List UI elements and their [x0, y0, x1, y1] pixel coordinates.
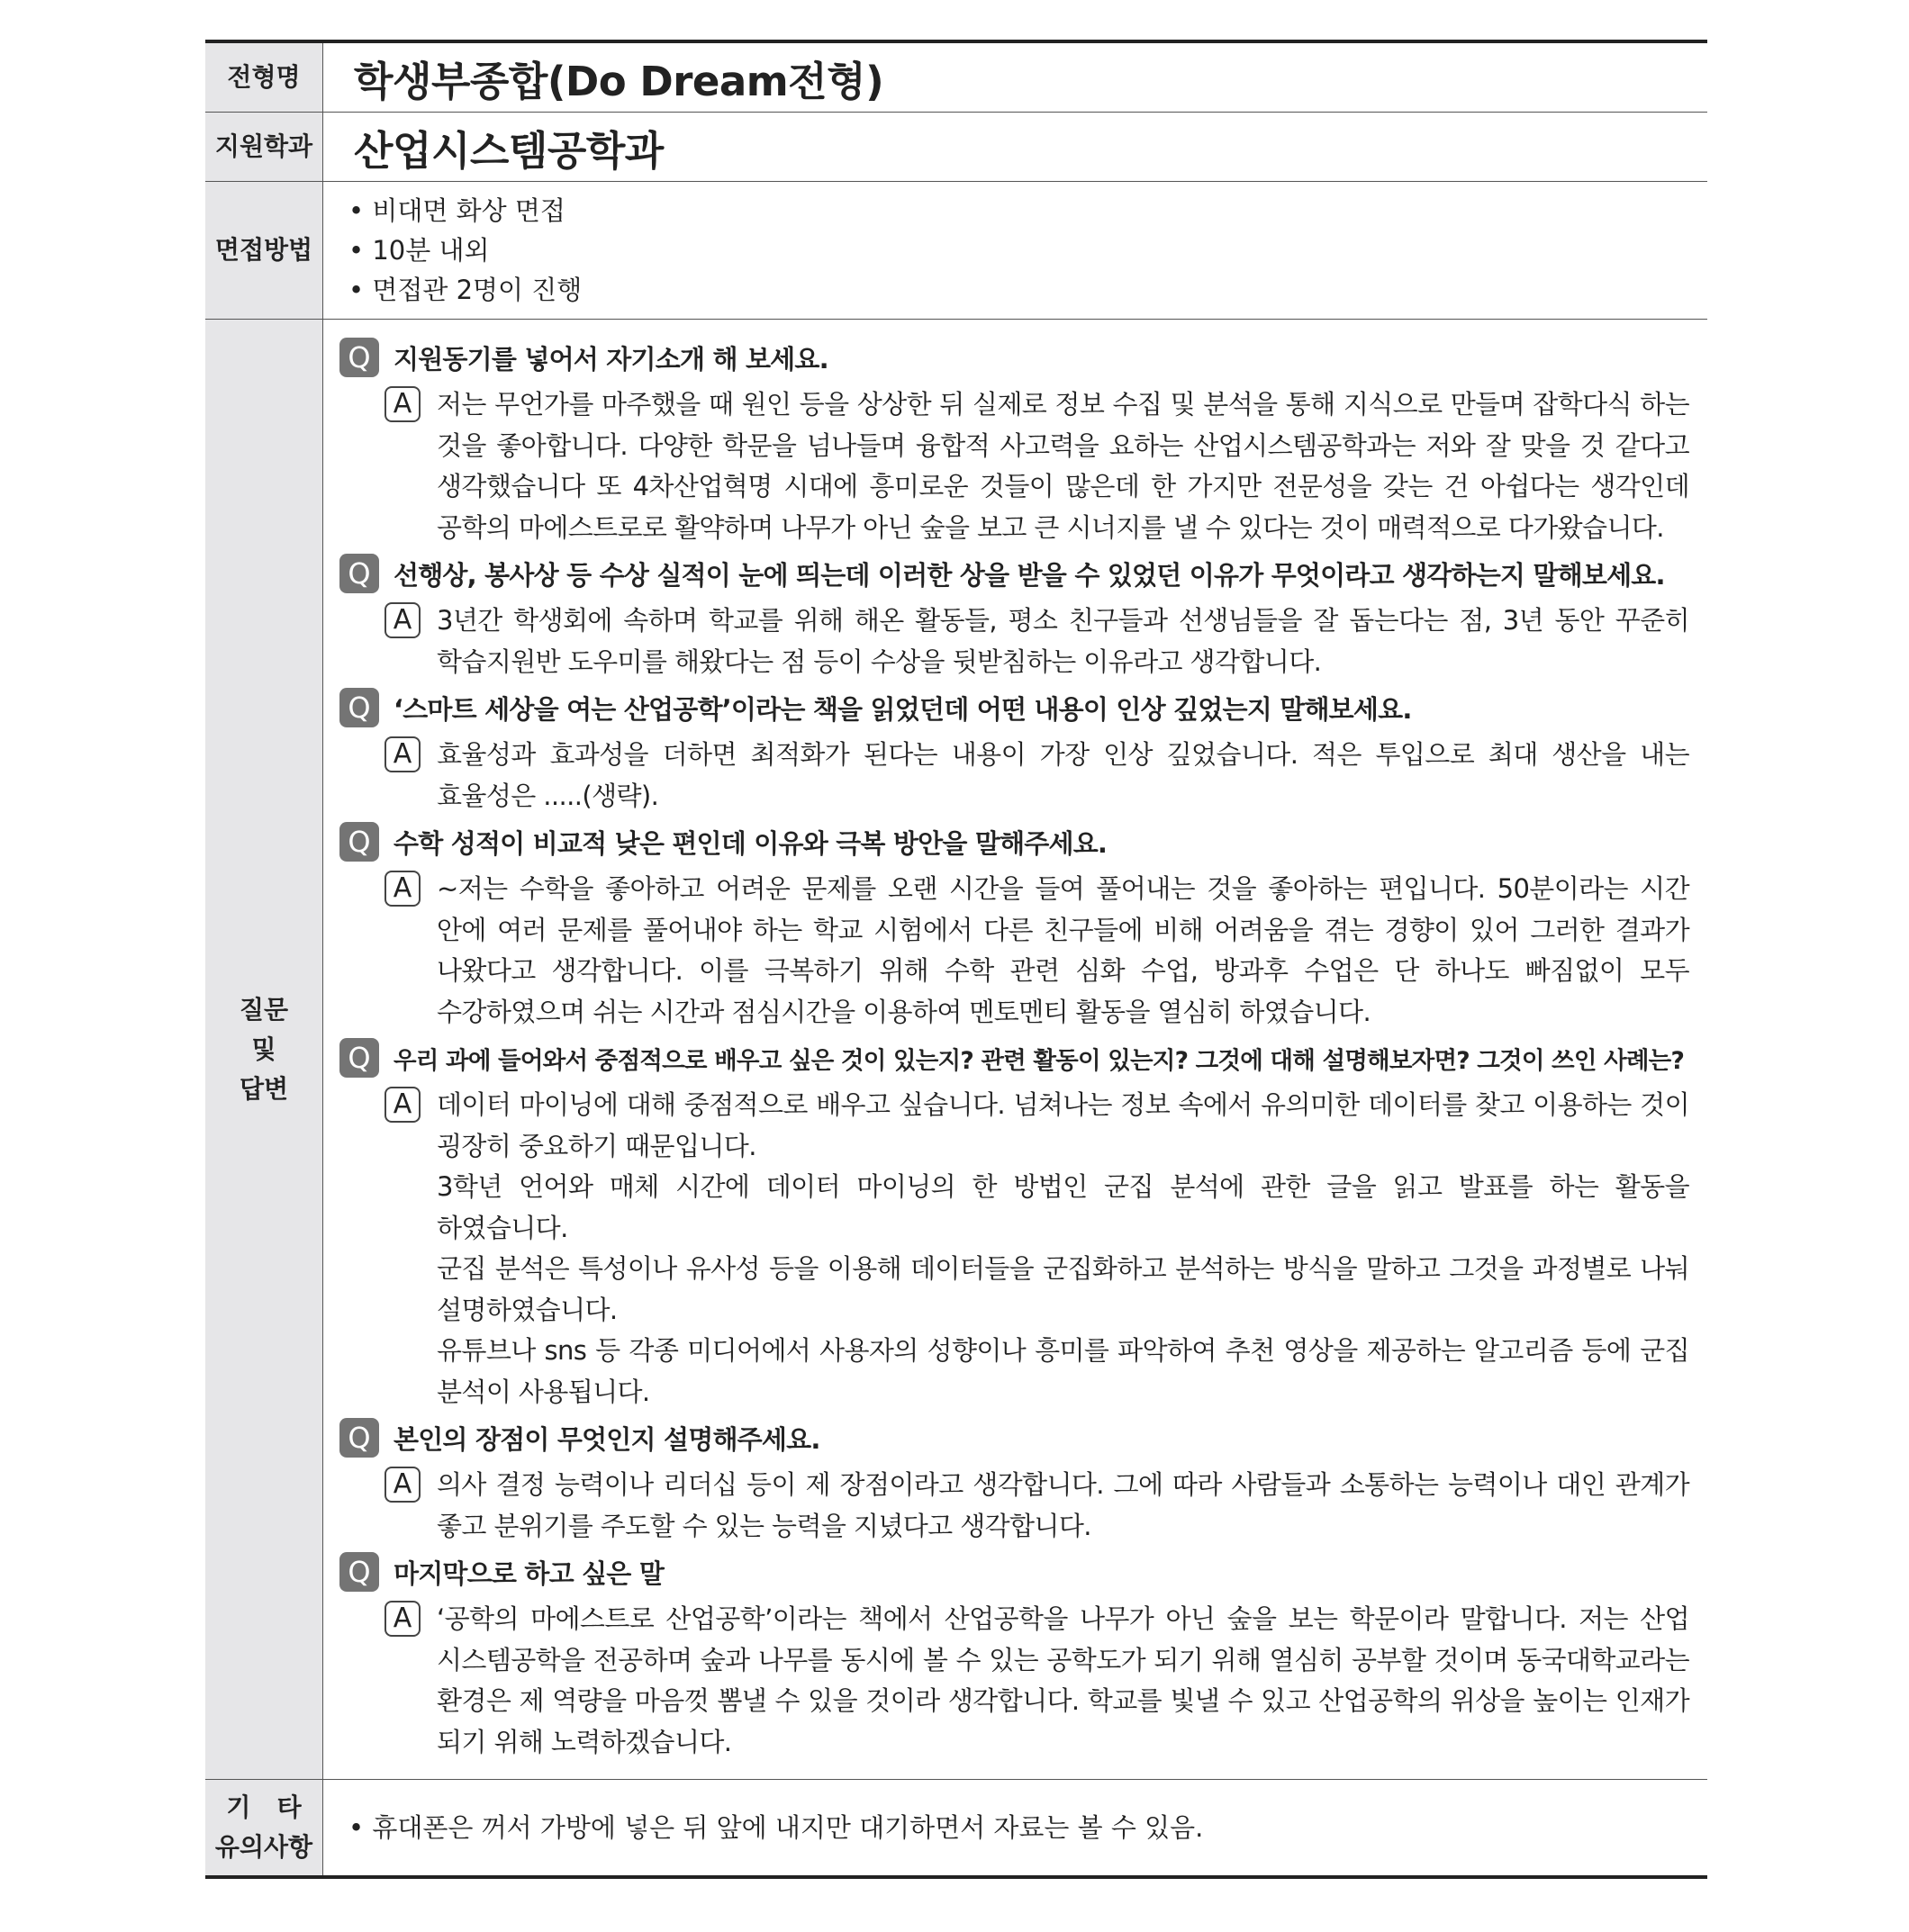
- answer-text: ~저는 수학을 좋아하고 어려운 문제를 오랜 시간을 들여 풀어내는 것을 좋아하는 편입니다. 50분이라는 시간 안에 여러 문제를 풀어내야 하는 학교 시험에서 다른 친구들에 비해 어려움을 겪는 경향이 있어 그러한 결과가 나왔다고 생각합니다. 이를 극복하기 위해 수학 관련 심화 수업, 방과후 수업은 단 하나도 빠짐없이 모두 수강하였으며 쉬는 시간과 점심시간을 이용하여 멘토멘티 활동을 열심히 하였습니다.: [437, 873, 1689, 1027]
- admission-type-row: [205, 41, 1707, 113]
- qa-content: [323, 320, 1708, 1780]
- answer-icon: A: [385, 1601, 421, 1637]
- answer-body: [437, 384, 1689, 548]
- answer-icon: A: [385, 1087, 421, 1123]
- question-row: [339, 1418, 1689, 1458]
- answer-body: [437, 600, 1689, 682]
- question-row: [339, 1038, 1689, 1078]
- question-icon: Q: [339, 1418, 379, 1458]
- notes-label-line: 유의사항: [214, 1832, 313, 1862]
- interview-info-table: [205, 40, 1707, 1879]
- department-label: 지원학과: [205, 113, 323, 182]
- qa-label-line: 및: [251, 1034, 276, 1064]
- notes-label-line: 기 타: [226, 1792, 302, 1822]
- method-item: • 10분 내외: [336, 230, 1707, 270]
- notes-row: [205, 1780, 1707, 1878]
- qa-label: [205, 320, 323, 1780]
- answer-text: 저는 무언가를 마주했을 때 원인 등을 상상한 뒤 실제로 정보 수집 및 분석을 통해 지식으로 만들며 잡학다식 하는 것을 좋아합니다. 다양한 학문을 넘나들며 융합적 사고력을 요하는 산업시스템공학과는 저와 잘 맞을 것 같다고 생각했습니다 또 4차산업혁명 시대에 흥미로운 것들이 많은데 한 가지만 전문성을 갖는 건 아쉽다는 생각인데 공학의 마에스트로로 활약하며 나무가 아닌 숲을 보고 큰 시너지를 낼 수 있다는 것이 매력적으로 다가왔습니다.: [437, 389, 1689, 543]
- method-item: • 면접관 2명이 진행: [336, 270, 1707, 310]
- admission-type-label: 전형명: [205, 41, 323, 113]
- answer-text: 유튜브나 sns 등 각종 미디어에서 사용자의 성향이나 흥미를 파악하여 추천 영상을 제공하는 알고리즘 등에 군집 분석이 사용됩니다.: [437, 1335, 1689, 1407]
- question-text: 본인의 장점이 무엇인지 설명해주세요.: [394, 1423, 820, 1455]
- method-item: • 비대면 화상 면접: [336, 191, 1707, 230]
- question-text: 선행상, 봉사상 등 수상 실적이 눈에 띄는데 이러한 상을 받을 수 있었던 이유가 무엇이라고 생각하는지 말해보세요.: [394, 559, 1665, 591]
- question-row: [339, 688, 1689, 727]
- qa-label-line: 질문: [239, 994, 289, 1025]
- department-value: 산업시스템공학과: [354, 126, 664, 175]
- qa-row: [205, 320, 1707, 1780]
- answer-row: [339, 869, 1689, 1033]
- answer-row: [339, 1085, 1689, 1413]
- question-text: ‘스마트 세상을 여는 산업공학’이라는 책을 읽었던데 어떤 내용이 인상 깊었는지 말해보세요.: [394, 693, 1412, 725]
- notes-content: [323, 1780, 1708, 1878]
- question-text: 우리 과에 들어와서 중점적으로 배우고 싶은 것이 있는지? 관련 활동이 있는지? 그것에 대해 설명해보자면? 그것이 쓰인 사례는?: [394, 1046, 1685, 1075]
- question-text: 수학 성적이 비교적 낮은 편인데 이유와 극복 방안을 말해주세요.: [394, 827, 1108, 859]
- question-icon: Q: [339, 554, 379, 593]
- admission-type-value: 학생부종합(Do Dream전형): [354, 57, 884, 105]
- question-icon: Q: [339, 1552, 379, 1592]
- answer-text: 3학년 언어와 매체 시간에 데이터 마이닝의 한 방법인 군집 분석에 관한 글을 읽고 발표를 하는 활동을 하였습니다.: [437, 1171, 1689, 1243]
- question-icon: Q: [339, 1038, 379, 1078]
- answer-row: [339, 735, 1689, 817]
- answer-text: 군집 분석은 특성이나 유사성 등을 이용해 데이터들을 군집화하고 분석하는 방식을 말하고 그것을 과정별로 나눠 설명하였습니다.: [437, 1253, 1689, 1325]
- question-text: 지원동기를 넣어서 자기소개 해 보세요.: [394, 343, 828, 375]
- answer-icon: A: [385, 386, 421, 422]
- question-text: 마지막으로 하고 싶은 말: [394, 1557, 665, 1589]
- answer-text: ‘공학의 마에스트로 산업공학’이라는 책에서 산업공학을 나무가 아닌 숲을 보는 학문이라 말합니다. 저는 산업 시스템공학을 전공하며 숲과 나무를 동시에 볼 수 있는 공학도가 되기 위해 열심히 공부할 것이며 동국대학교라는 환경은 제 역량을 마음껏 뽐낼 수 있을 것이라 생각합니다. 학교를 빛낼 수 있고 산업공학의 위상을 높이는 인재가 되기 위해 노력하겠습니다.: [437, 1603, 1689, 1757]
- interview-method-label: 면접방법: [205, 182, 323, 320]
- question-row: [339, 338, 1689, 377]
- answer-text: 데이터 마이닝에 대해 중점적으로 배우고 싶습니다. 넘쳐나는 정보 속에서 유의미한 데이터를 찾고 이용하는 것이 굉장히 중요하기 때문입니다.: [437, 1089, 1689, 1161]
- answer-row: [339, 384, 1689, 548]
- notes-label: [205, 1780, 323, 1878]
- question-icon: Q: [339, 822, 379, 862]
- question-icon: Q: [339, 338, 379, 377]
- answer-row: [339, 1599, 1689, 1763]
- answer-body: [437, 1085, 1689, 1413]
- answer-icon: A: [385, 736, 421, 772]
- answer-icon: A: [385, 871, 421, 907]
- question-row: [339, 1552, 1689, 1592]
- question-row: [339, 822, 1689, 862]
- answer-body: [437, 735, 1689, 817]
- answer-row: [339, 1465, 1689, 1547]
- interview-method-list: [323, 182, 1708, 320]
- answer-body: [437, 1599, 1689, 1763]
- question-icon: Q: [339, 688, 379, 727]
- question-row: [339, 554, 1689, 593]
- interview-method-row: [205, 182, 1707, 320]
- answer-icon: A: [385, 1467, 421, 1503]
- answer-text: 의사 결정 능력이나 리더십 등이 제 장점이라고 생각합니다. 그에 따라 사람들과 소통하는 능력이나 대인 관계가 좋고 분위기를 주도할 수 있는 능력을 지녔다고 생각합니다.: [437, 1469, 1689, 1541]
- department-row: [205, 113, 1707, 182]
- answer-body: [437, 1465, 1689, 1547]
- note-item: • 휴대폰은 꺼서 가방에 넣은 뒤 앞에 내지만 대기하면서 자료는 볼 수 있음.: [336, 1808, 1707, 1847]
- answer-text: 3년간 학생회에 속하며 학교를 위해 해온 활동들, 평소 친구들과 선생님들을 잘 돕는다는 점, 3년 동안 꾸준히 학습지원반 도우미를 해왔다는 점 등이 수상을 뒷받침하는 이유라고 생각합니다.: [437, 605, 1689, 677]
- answer-text: 효율성과 효과성을 더하면 최적화가 된다는 내용이 가장 인상 깊었습니다. 적은 투입으로 최대 생산을 내는 효율성은 .....(생략).: [437, 739, 1689, 811]
- qa-label-line: 답변: [239, 1073, 289, 1104]
- answer-row: [339, 600, 1689, 682]
- answer-icon: A: [385, 602, 421, 638]
- answer-body: [437, 869, 1689, 1033]
